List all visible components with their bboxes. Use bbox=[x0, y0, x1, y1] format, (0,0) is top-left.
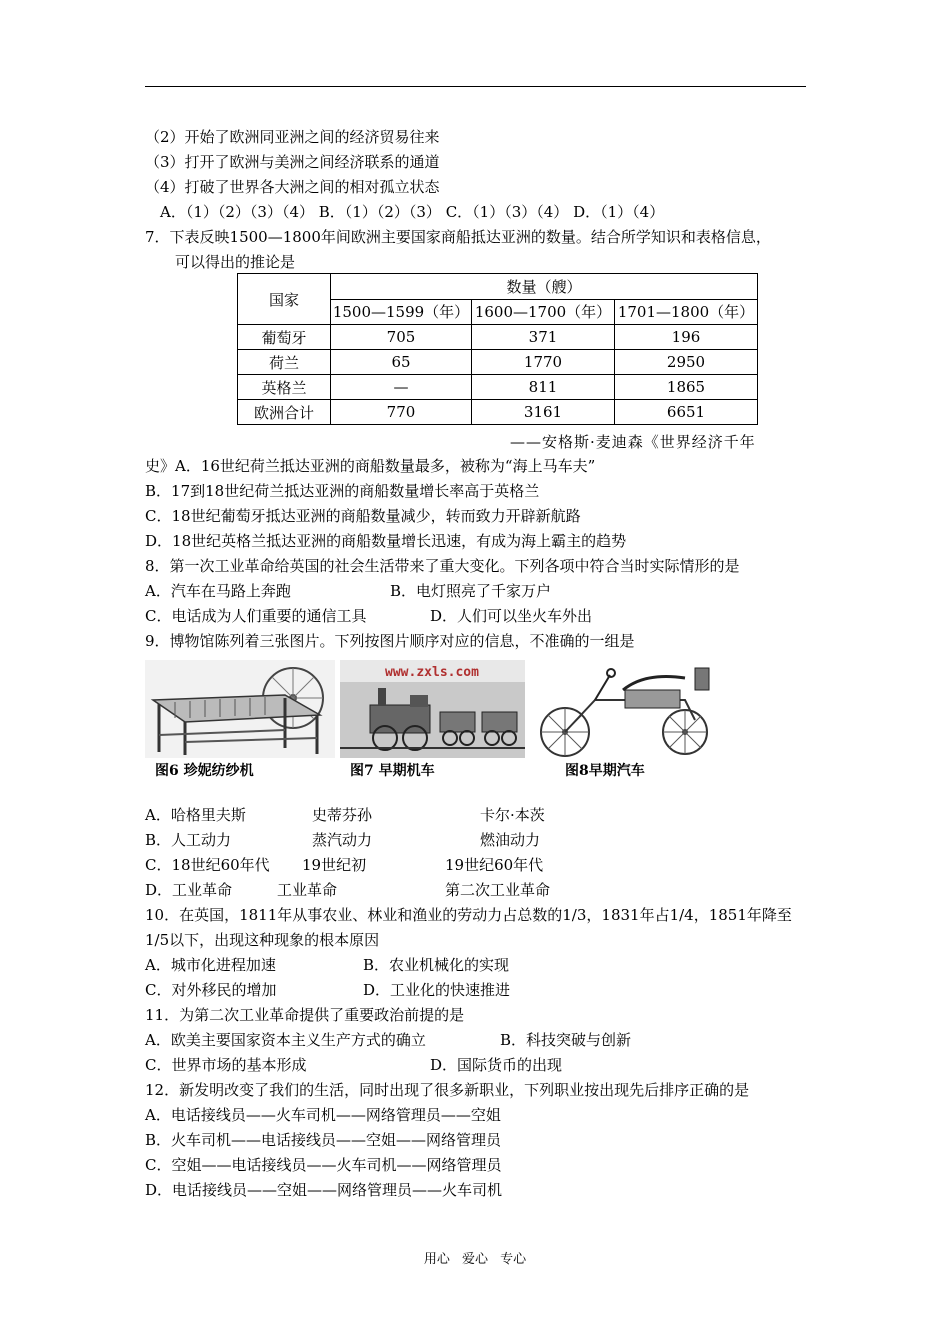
cell-value: 371 bbox=[472, 325, 615, 350]
q6-options: A．（1）（2）（3）（4） B．（1）（2）（3） C．（1）（3）（4） D．（1）（4） bbox=[160, 203, 665, 221]
caption-fig8: 图8早期汽车 bbox=[565, 763, 645, 779]
q7-option-b: B．17到18世纪荷兰抵达亚洲的商船数量增长率高于英格兰 bbox=[145, 482, 540, 500]
q8-option-c: C．电话成为人们重要的通信工具 bbox=[145, 607, 367, 625]
footer-word-1: 用心 bbox=[423, 1252, 450, 1267]
table-row bbox=[238, 325, 758, 350]
q12-option-a: A．电话接线员——火车司机——网络管理员——空姐 bbox=[145, 1106, 501, 1124]
header-quantity: 数量（艘） bbox=[331, 274, 758, 300]
q8-stem: 8．第一次工业革命给英国的社会生活带来了重大变化。下列各项中符合当时实际情形的是 bbox=[145, 557, 740, 575]
q12-option-b: B．火车司机——电话接线员——空姐——网络管理员 bbox=[145, 1131, 502, 1149]
q8-option-a: A．汽车在马路上奔跑 bbox=[145, 582, 291, 600]
watermark-text: www.zxls.com bbox=[385, 665, 479, 680]
early-automobile-image bbox=[535, 660, 725, 758]
q11-option-c: C．世界市场的基本形成 bbox=[145, 1056, 307, 1074]
q9-c-col1: C．18世纪60年代 bbox=[145, 856, 270, 874]
q12-stem: 12．新发明改变了我们的生活，同时出现了很多新职业，下列职业按出现先后排序正确的是 bbox=[145, 1081, 750, 1099]
q9-d-col1: D．工业革命 bbox=[145, 881, 233, 899]
q6-item-4: （4）打破了世界各大洲之间的相对孤立状态 bbox=[145, 178, 440, 196]
q8-option-d: D．人们可以坐火车外出 bbox=[430, 607, 593, 625]
footer-word-3: 专心 bbox=[500, 1252, 527, 1267]
q7-stem-cont: 可以得出的推论是 bbox=[175, 253, 296, 271]
header-country: 国家 bbox=[238, 274, 331, 325]
period-2: 1600—1700（年） bbox=[472, 299, 615, 325]
q11-option-d: D．国际货币的出现 bbox=[430, 1056, 563, 1074]
q11-option-b: B．科技突破与创新 bbox=[500, 1031, 632, 1049]
cell-country: 欧洲合计 bbox=[238, 400, 331, 425]
q9-a-col2: 史蒂芬孙 bbox=[312, 806, 373, 824]
q9-figures bbox=[145, 660, 725, 778]
cell-value: 3161 bbox=[472, 400, 615, 425]
cell-value: 196 bbox=[615, 325, 758, 350]
footer-word-2: 爱心 bbox=[461, 1252, 488, 1267]
cell-country: 荷兰 bbox=[238, 350, 331, 375]
q7-option-a: 史》A．16世纪荷兰抵达亚洲的商船数量最多，被称为“海上马车夫” bbox=[145, 457, 596, 475]
q9-b-col2: 蒸汽动力 bbox=[312, 831, 373, 849]
q7-option-c: C．18世纪葡萄牙抵达亚洲的商船数量减少，转而致力开辟新航路 bbox=[145, 507, 581, 525]
q6-item-2: （2）开始了欧洲同亚洲之间的经济贸易往来 bbox=[145, 128, 440, 146]
early-locomotive-image bbox=[340, 660, 525, 758]
q10-option-c: C．对外移民的增加 bbox=[145, 981, 277, 999]
cell-country: 葡萄牙 bbox=[238, 325, 331, 350]
cell-value: 1865 bbox=[615, 375, 758, 400]
q10-stem: 10．在英国，1811年从事农业、林业和渔业的劳动力占总数的1/3，1831年占1/4，1851年降至 bbox=[145, 906, 792, 924]
q9-d-col2: 工业革命 bbox=[277, 881, 338, 899]
cell-value: 1770 bbox=[472, 350, 615, 375]
period-1: 1500—1599（年） bbox=[331, 299, 472, 325]
q7-option-d: D．18世纪英格兰抵达亚洲的商船数量增长迅速，有成为海上霸主的趋势 bbox=[145, 532, 627, 550]
q10-option-b: B．农业机械化的实现 bbox=[363, 956, 510, 974]
cell-value: 65 bbox=[331, 350, 472, 375]
q6-item-3: （3）打开了欧洲与美洲之间经济联系的通道 bbox=[145, 153, 440, 171]
table-row bbox=[238, 350, 758, 375]
q10-stem-cont: 1/5以下，出现这种现象的根本原因 bbox=[145, 931, 380, 949]
cell-value: 6651 bbox=[615, 400, 758, 425]
q10-option-a: A．城市化进程加速 bbox=[145, 956, 276, 974]
cell-value: 2950 bbox=[615, 350, 758, 375]
table-row bbox=[238, 375, 758, 400]
caption-fig6: 图6 珍妮纺纱机 bbox=[155, 763, 254, 779]
cell-value: 811 bbox=[472, 375, 615, 400]
ships-table bbox=[237, 273, 758, 425]
q9-b-col3: 燃油动力 bbox=[480, 831, 541, 849]
q9-d-col3: 第二次工业革命 bbox=[445, 881, 551, 899]
header-rule bbox=[145, 86, 806, 87]
table-row bbox=[238, 400, 758, 425]
cell-value: — bbox=[331, 375, 472, 400]
q10-option-d: D．工业化的快速推进 bbox=[363, 981, 511, 999]
q12-option-c: C．空姐——电话接线员——火车司机——网络管理员 bbox=[145, 1156, 502, 1174]
q9-a-col1: A．哈格里夫斯 bbox=[145, 806, 246, 824]
q11-option-a: A．欧美主要国家资本主义生产方式的确立 bbox=[145, 1031, 426, 1049]
q9-b-col1: B．人工动力 bbox=[145, 831, 232, 849]
q8-option-b: B．电灯照亮了千家万户 bbox=[390, 582, 552, 600]
caption-fig7: 图7 早期机车 bbox=[350, 763, 435, 779]
q9-c-col3: 19世纪60年代 bbox=[445, 856, 544, 874]
spinning-jenny-image bbox=[145, 660, 335, 758]
q9-c-col2: 19世纪初 bbox=[302, 856, 367, 874]
period-3: 1701—1800（年） bbox=[615, 299, 758, 325]
q9-stem: 9．博物馆陈列着三张图片。下列按图片顺序对应的信息，不准确的一组是 bbox=[145, 632, 635, 650]
q7-stem: 7．下表反映1500—1800年间欧洲主要国家商船抵达亚洲的数量。结合所学知识和表格信息， bbox=[145, 228, 771, 246]
cell-country: 英格兰 bbox=[238, 375, 331, 400]
q12-option-d: D．电话接线员——空姐——网络管理员——火车司机 bbox=[145, 1181, 503, 1199]
cell-value: 770 bbox=[331, 400, 472, 425]
page-footer bbox=[0, 1248, 950, 1267]
table-source: ——安格斯·麦迪森《世界经济千年 bbox=[510, 433, 756, 451]
cell-value: 705 bbox=[331, 325, 472, 350]
q11-stem: 11．为第二次工业革命提供了重要政治前提的是 bbox=[145, 1006, 465, 1024]
q9-a-col3: 卡尔·本茨 bbox=[480, 806, 545, 824]
